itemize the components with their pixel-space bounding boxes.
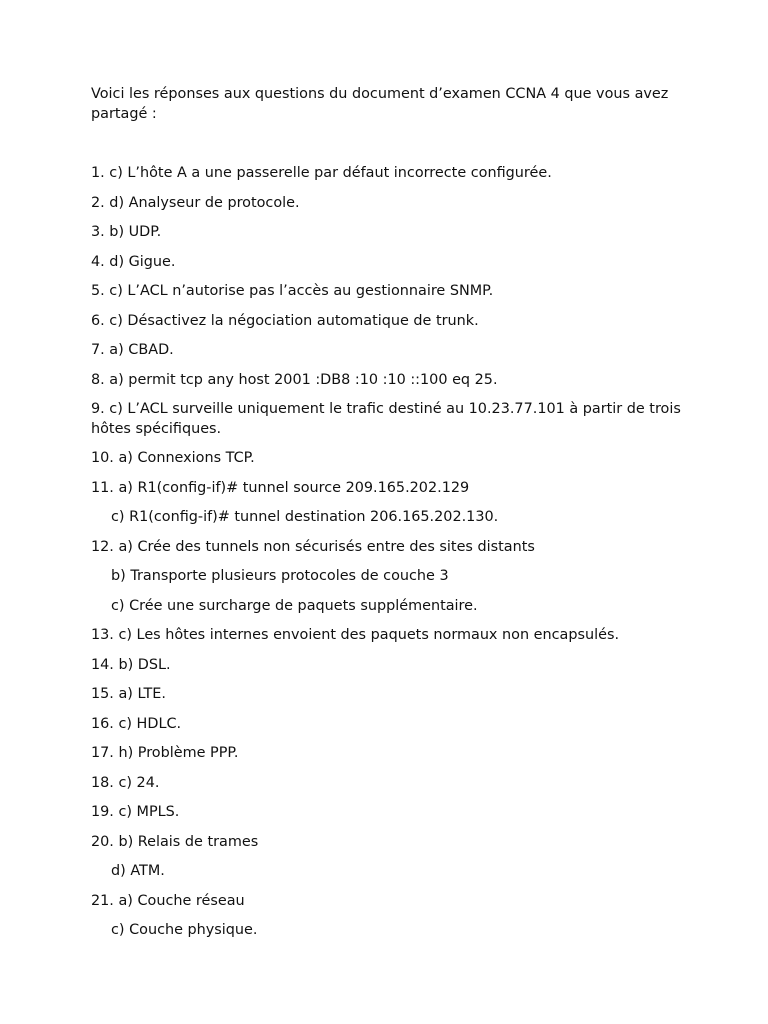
answer-item: 5. c) L’ACL n’autorise pas l’accès au gestionnaire SNMP. [91,283,494,299]
answer-subitem: c) Couche physique. [111,922,258,938]
answer-item: 1. c) L’hôte A a une passerelle par défaut incorrecte configurée. [91,165,552,181]
answer-item: 21. a) Couche réseau [91,892,245,909]
answer-item: 11. a) R1(config-if)# tunnel source 209.165.202.129 [91,479,470,496]
answer-item: 16. c) HDLC. [91,715,182,732]
answer-item: 17. h) Problème PPP. [91,745,239,761]
answer-item: 14. b) DSL. [91,656,171,673]
answer-item: 2. d) Analyseur de protocole. [91,194,300,211]
answer-item: 3. b) UDP. [91,224,162,240]
document-page [91,84,691,950]
answer-subitem: b) Transporte plusieurs protocoles de couche 3 [111,568,449,584]
answer-item: 10. a) Connexions TCP. [91,450,255,466]
answer-subitem: d) ATM. [111,863,165,879]
answer-subitem: c) Crée une surcharge de paquets supplémentaire. [111,597,478,614]
answer-item: 15. a) LTE. [91,686,166,702]
answer-item: 19. c) MPLS. [91,804,180,820]
answer-item: 4. d) Gigue. [91,253,176,270]
intro-paragraph: Voici les réponses aux questions du document d’examen CCNA 4 que vous avez partagé : [91,86,669,122]
answers-list [91,163,691,940]
answer-item: 6. c) Désactivez la négociation automatique de trunk. [91,312,479,329]
answer-item: 8. a) permit tcp any host 2001 :DB8 :10 :10 ::100 eq 25. [91,371,498,388]
answer-item: 13. c) Les hôtes internes envoient des paquets normaux non encapsulés. [91,627,620,643]
answer-item: 18. c) 24. [91,774,160,791]
answer-item: 7. a) CBAD. [91,342,174,358]
answer-item: 12. a) Crée des tunnels non sécurisés entre des sites distants [91,538,535,555]
answer-subitem: c) R1(config-if)# tunnel destination 206.165.202.130. [111,509,499,525]
answer-item: 9. c) L’ACL surveille uniquement le trafic destiné au 10.23.77.101 à partir de trois hôtes spécifiques. [91,401,686,437]
answer-item: 20. b) Relais de trames [91,833,259,850]
